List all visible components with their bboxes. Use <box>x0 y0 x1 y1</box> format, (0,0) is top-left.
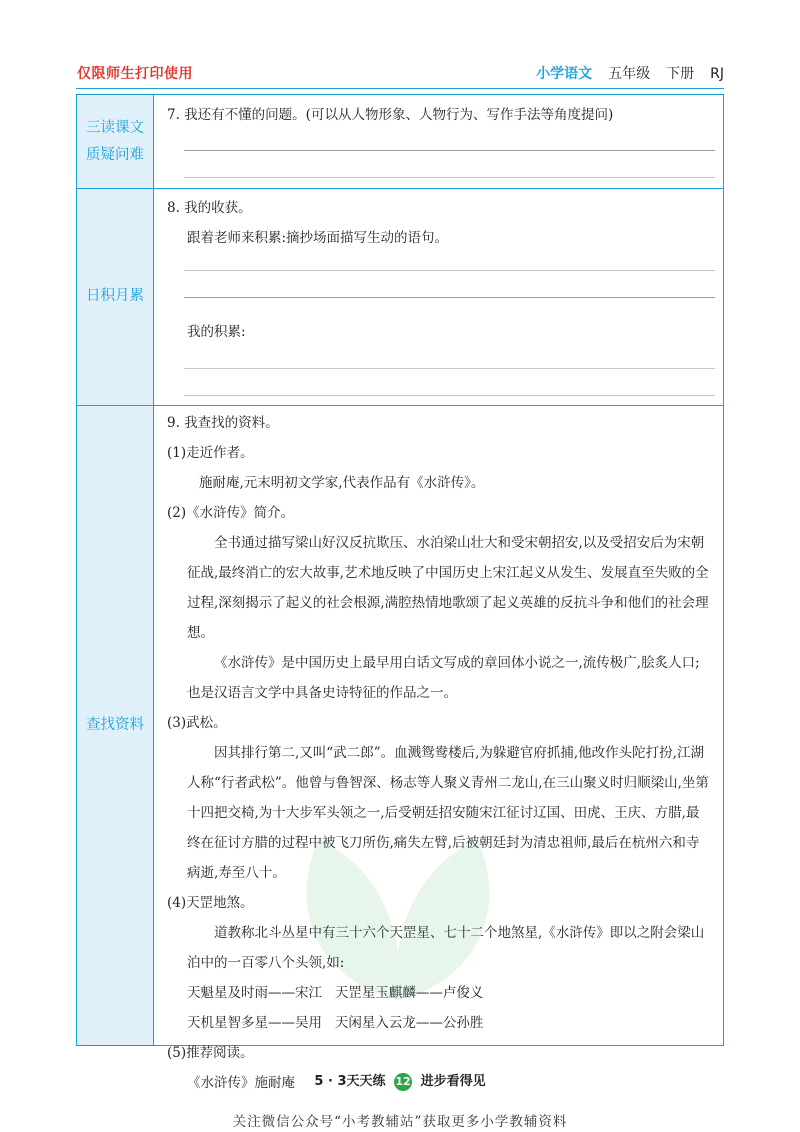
question-9-title: 9. 我查找的资料。 <box>167 415 279 431</box>
footer-series: 5 · 3天天练 <box>314 1074 386 1089</box>
sub1-title: (1)走近作者。 <box>167 445 254 461</box>
section-label-accumulate: 日积月累 <box>86 288 144 304</box>
answer-line[interactable] <box>184 150 715 151</box>
question-7: 7. 我还有不懂的问题。(可以从人物形象、人物行为、写作手法等角度提问) <box>167 107 614 123</box>
row-divider <box>77 188 723 189</box>
question-8 <box>167 193 711 253</box>
label-line: 三读课文 <box>86 120 144 136</box>
section-label-column <box>77 95 153 1045</box>
subject-label: 小学语文 <box>536 66 593 82</box>
sub4-title: (4)天罡地煞。 <box>167 895 254 911</box>
row-divider <box>77 405 723 406</box>
footer-slogan: 进步看得见 <box>420 1074 486 1089</box>
volume-label: 下册 <box>666 66 695 82</box>
stars-line: 天机星智多星——吴用 天闲星入云龙——公孙胜 <box>187 1015 484 1031</box>
section-label-questions <box>77 115 153 169</box>
header-divider <box>76 88 724 89</box>
grade-label: 五年级 <box>608 66 651 82</box>
answer-line[interactable] <box>184 368 715 369</box>
column-divider <box>153 95 154 1045</box>
excerpt-prompt: 跟着老师来积累:摘抄场面描写生动的语句。 <box>187 230 449 246</box>
question-9 <box>167 408 711 1098</box>
answer-line[interactable] <box>184 297 715 298</box>
my-accumulation-prompt: 我的积累: <box>187 324 246 340</box>
question-8-title: 8. 我的收获。 <box>167 200 252 216</box>
wusong-paragraph: 因其排行第二,又叫“武二郎”。血溅鸳鸯楼后,为躲避官府抓捕,他改作头陀打扮,江湖人称“行者武松”。他曾与鲁智深、杨志等人聚义青州二龙山,在三山聚义时归顺梁山,坐第十四把交椅,为十大步军头领之一,后受朝廷招安随宋江征讨辽国、田虎、王庆、方腊,最终在征讨方腊的过程中被飞刀所伤,痛失左臂,后被朝廷封为清忠祖师,最后在杭州六和寺病逝,寿至八十。 <box>187 745 709 881</box>
sub5-title: (5)推荐阅读。 <box>167 1045 254 1061</box>
print-notice: 仅限师生打印使用 <box>77 66 193 82</box>
book-intro-paragraph: 全书通过描写梁山好汉反抗欺压、水泊梁山壮大和受宋朝招安,以及受招安后为宋朝征战,最终消亡的宏大故事,艺术地反映了中国历史上宋江起义从发生、发展直至失败的全过程,深刻揭示了起义的社会根源,满腔热情地歌颂了起义英雄的反抗斗争和他们的社会理想。 <box>187 535 709 641</box>
sub2-title: (2)《水浒传》简介。 <box>167 505 295 521</box>
my-accumulation <box>167 317 711 347</box>
answer-line[interactable] <box>184 177 715 178</box>
page-footer <box>0 1070 800 1091</box>
section-label-research: 查找资料 <box>86 717 144 733</box>
page-number-badge: 12 <box>394 1073 412 1091</box>
stars-paragraph: 道教称北斗丛星中有三十六个天罡星、七十二个地煞星,《水浒传》即以之附会梁山泊中的一百零八个头领,如: <box>187 925 705 971</box>
answer-line[interactable] <box>184 270 715 271</box>
book-intro-paragraph: 《水浒传》是中国历史上最早用白话文写成的章回体小说之一,流传极广,脍炙人口;也是汉语言文学中具备史诗特征的作品之一。 <box>187 655 700 701</box>
author-text: 施耐庵,元末明初文学家,代表作品有《水浒传》。 <box>199 475 485 491</box>
edition-label: RJ <box>710 66 724 82</box>
sub3-title: (3)武松。 <box>167 715 227 731</box>
recommended-book: 《水浒传》施耐庵 <box>187 1075 295 1091</box>
answer-line[interactable] <box>184 395 715 396</box>
promo-note: 关注微信公众号“小考教辅站”获取更多小学教辅资料 <box>232 1114 568 1130</box>
label-line: 质疑问难 <box>86 147 144 163</box>
stars-line: 天魁星及时雨——宋江 天罡星玉麒麟——卢俊义 <box>187 985 484 1001</box>
book-info <box>536 63 724 83</box>
